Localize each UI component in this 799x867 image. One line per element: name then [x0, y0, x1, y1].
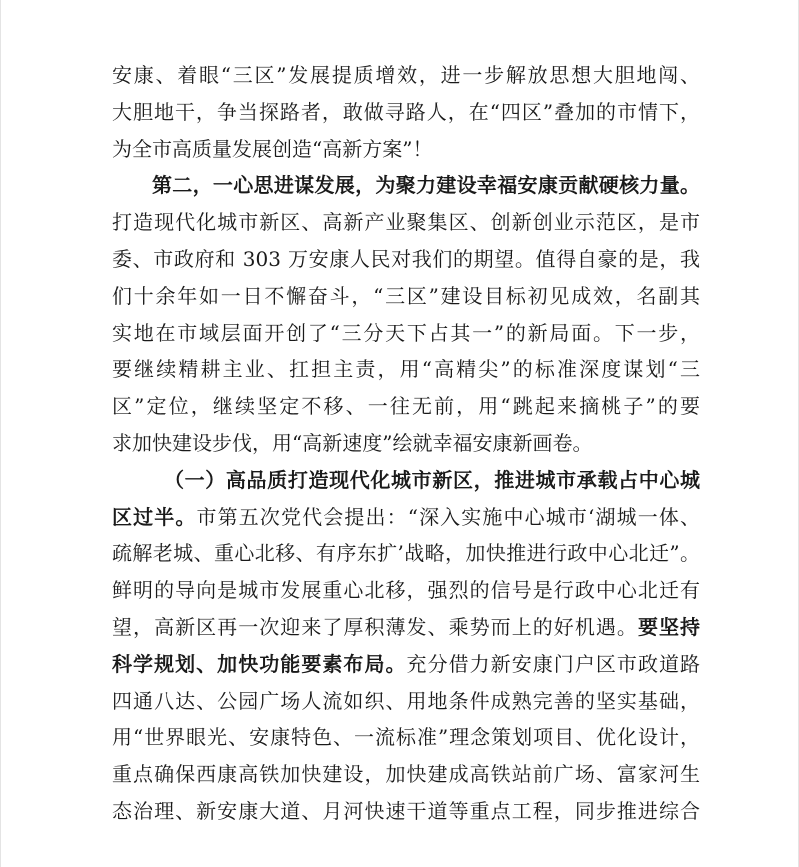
bold-text-segment: 要坚持 [637, 614, 700, 639]
bold-text-segment: 区过半。 [112, 504, 197, 529]
text-line [112, 57, 700, 94]
text-segment: 用“世界眼光、安康特色、一流标准”理念策划项目、优化设计， [112, 725, 700, 750]
text-line [112, 388, 700, 425]
text-segment: 们十余年如一日不懈奋斗，“三区”建设目标初见成效，名副其 [112, 283, 700, 308]
text-segment: 市第五次党代会提出：“深入实施中心城市‘湖城一体、 [196, 504, 700, 529]
text-line [112, 793, 700, 830]
text-line [112, 462, 700, 499]
text-line [112, 609, 700, 646]
text-line [112, 756, 700, 793]
text-segment: 打造现代化城市新区、高新产业聚集区、创新创业示范区，是市 [112, 210, 700, 235]
text-line [112, 425, 700, 462]
text-segment: 为全市高质量发展创造“高新方案”！ [112, 136, 433, 161]
text-line [112, 683, 700, 720]
text-line [112, 131, 700, 168]
text-segment: 大胆地干，争当探路者，敢做寻路人，在“四区”叠加的市情下， [112, 99, 700, 124]
text-line [112, 315, 700, 352]
text-line [112, 351, 700, 388]
bold-text-segment: 第二，一心思进谋发展，为聚力建设幸福安康贡献硬核力量。 [152, 173, 700, 198]
text-line [112, 719, 700, 756]
text-segment: 安康、着眼“三区”发展提质增效，进一步解放思想大胆地闯、 [112, 63, 700, 87]
text-segment: 充分借力新安康门户区市政道路 [406, 651, 700, 676]
bold-text-segment: 科学规划、加快功能要素布局。 [112, 651, 407, 676]
text-line [112, 535, 700, 572]
text-line [112, 241, 700, 278]
text-segment: 要继续精耕主业、扛担主责，用“高精尖”的标准深度谋划“三 [112, 357, 700, 382]
text-segment: 态治理、新安康大道、月河快速干道等重点工程，同步推进综合 [112, 798, 700, 823]
document-body [112, 57, 700, 830]
text-segment: 重点确保西康高铁加快建设，加快建成高铁站前广场、富家河生 [112, 762, 700, 787]
text-segment: 实地在市域层面开创了“三分天下占其一”的新局面。下一步， [112, 320, 700, 345]
text-segment: 求加快建设步伐，用“高新速度”绘就幸福安康新画卷。 [112, 430, 593, 455]
text-line [112, 167, 700, 204]
text-line [112, 204, 700, 241]
text-line [112, 94, 700, 131]
text-line [112, 278, 700, 315]
text-segment: 鲜明的导向是城市发展重心北移，强烈的信号是行政中心北迁有 [112, 578, 700, 603]
text-segment: 区”定位，继续坚定不移、一往无前，用“跳起来摘桃子”的要 [112, 394, 700, 419]
text-line [112, 572, 700, 609]
text-segment: 望，高新区再一次迎来了厚积薄发、乘势而上的好机遇。 [112, 614, 638, 639]
bold-text-segment: （一）高品质打造现代化城市新区，推进城市承载占中心城 [164, 467, 700, 492]
text-segment: 委、市政府和 303 万安康人民对我们的期望。值得自豪的是，我 [112, 246, 700, 271]
text-segment: 疏解老城、重心北移、有序东扩’战略，加快推进行政中心北迁”。 [112, 541, 700, 566]
text-line [112, 499, 700, 536]
text-segment: 四通八达、公园广场人流如织、用地条件成熟完善的坚实基础， [112, 688, 700, 713]
text-line [112, 646, 700, 683]
